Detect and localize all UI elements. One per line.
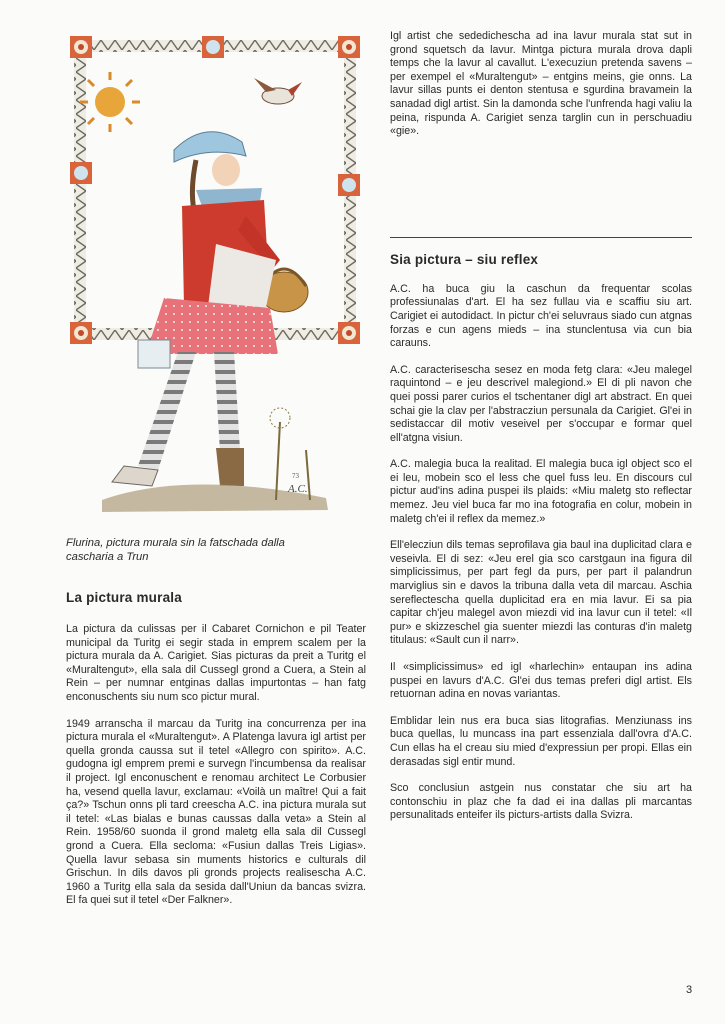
page-number: 3 [686,984,693,996]
left-column [66,30,366,921]
paragraph: Il «simplicissimus» ed igl «harlechin» entaupan ins adina puspei en lavurs d'A.C. Gl'ei dus temas preferi digl artist. Els retuornan adina en novas variantas. [390,661,692,701]
paragraph: A.C. caracterisescha sesez en moda fetg clara: «Jeu malegel raquintond – e jeu descrivel malegiond.» El di pli navon che quei possi parer curios el tschentaner digl art abstract. En quei schai gie la clav per l'abstracziun persunala da Carigiet. Gl'ei in sedistaccar dil motiv veseivel per s'occupar e formar quel ell'atgna visiun. [390,363,692,444]
paragraph: Emblidar lein nus era buca sias litografias. Menziunass ins buca quellas, lu muncass ina part essenziala dall'ovra d'A.C. Cun ellas ha el creau siu mied d'expressiun per propi. Ellas ein derasadas sigl entir mund. [390,714,692,768]
right-column [390,30,692,836]
mural-illustration [66,30,366,530]
section-heading-pictura-murala: La pictura murala [66,590,182,605]
section-divider [390,237,692,238]
section-heading-sia-pictura: Sia pictura – siu reflex [390,251,539,267]
paragraph: A.C. ha buca giu la caschun da frequentar scolas professiunalas d'art. El ha sez fullau via e scaffiu siu art. Carigiet ei autodidact. In pictur ch'ei seluvraus siado cun atgnas forzas e cun agens mieds – ina stunclentusa via cun bia carauns. [390,282,692,350]
intro-paragraph: Igl artist che sededichescha ad ina lavur murala stat sut in grond squetsch da lavur. Mintga pictura murala drova dapli temps che la lavur al cavallut. L'execuziun pretenda savens – per exempel el «Muraltengut» – entgins meins, gie onns. La lavur sillas punts ei denton stentusa e sgurdina bravamein la sanadad digl artist. Sin la damonda sche l'unfrenda hagi valiu la peina, rispunda A. Carigiet senza targlin cun in perschuadiu «gie». [390,30,692,138]
year-mark: 73 [292,472,299,480]
paragraph: La pictura da culissas per il Cabaret Cornichon e pil Teater municipal da Turitg ei segir stada in emprem scalem per la pictura murala da A. Carigiet. Sias picturas da preit a Turitg el «Muraltengut», ella sala dil Cussegl grond a Cuera, a Stein al Rein – per numnar entginas dallas impurtontas – han fatg enconuschents siu num sco pictur mural. [66,623,366,703]
girl-figure [102,132,328,512]
paragraph: A.C. malegia buca la realitad. El malegia buca igl object sco el ei leu, mobein sco el less che quel fuss leu. En discours cul pictur aud'ins adina puspei ils plaids: «Miu maletg sto reflectar memez. Jeu viel buca far mo ina fotografia en colur, mobein in maletg ch'ei il reflex da memez.» [390,458,692,525]
sun-icon [80,72,140,132]
artist-signature: A.C. [288,483,308,495]
bird-icon [254,78,302,104]
figure-caption: Flurina, pictura murala sin la fatschada dalla cascharia a Trun [66,537,285,563]
paragraph: Ell'elecziun dils temas seprofilava gia baul ina duplicitad clara e veseivla. El di sez: «Jeu erel gia sco carstgaun ina figura dil simplicissimus, per part fegl da purs, per part il palandrun marviglius sin e davos la tribuna dalla veta dil marcau. Aschia sereflectescha quella duplicitad era en mia lavur. Ei sa pia capitar ch'jeu malegel avon miezdi vid ina lavur cun il tetel: «Il pur» e skizzeschel gia suenter miezdi las conturas d'in maletg titulaus: «Sault cun il narr». [390,539,692,647]
paragraph: Sco conclusiun astgein nus constatar che siu art ha contonschiu in plaz che fa dad ei ina dallas pli marcantas persunalitads enteifer ils picturs-artists dalla Svizra. [390,782,692,822]
mural-painting-image [66,30,366,530]
paragraph: 1949 arranscha il marcau da Turitg ina concurrenza per ina pictura murala el «Muraltengut». A Platenga lavura igl artist per quella gronda caussa sut il tetel «Allegro con spirito». A.C. gudogna igl emprem premi e survegn l'incumbensa da realisar il project. Igl enconuschent e renomau architect Le Corbusier ha, vesend quella lavur, exclamau: «Voilà un maître! Qui a fait ça?» Tschun onns pli tard creescha A.C. ina pictura murala sut il tetel: «Las bialas e bunas caussas dalla veta» a Stein al Rein. 1958/60 suonda il grond maletg ella sala dil Cussegl grond a Cuera. Ella secloma: «Fusiun dallas Treis Ligias». Quella lavur sebasa sin muments historics e culturals dil Grischun. In dils davos pli gronds projects realisescha A.C. 1960 a Turitg ella sala da sesida dall'Uniun da bancas svizra. El fa quei sut il tetel «Der Falkner». [66,717,366,907]
